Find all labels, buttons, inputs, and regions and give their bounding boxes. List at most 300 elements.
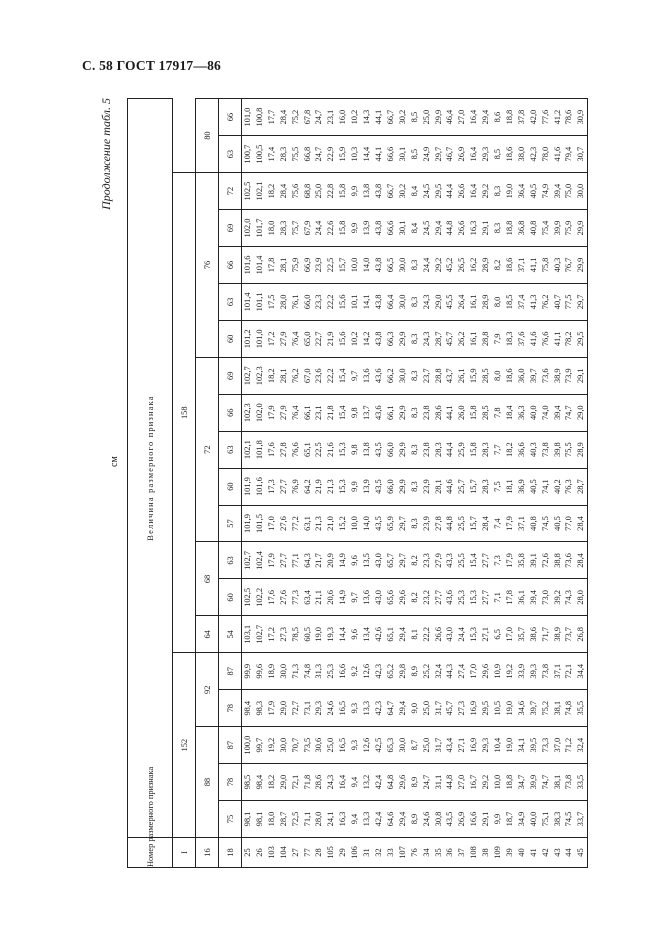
value-cell: 29,3 <box>480 136 492 173</box>
table-row <box>290 99 302 868</box>
value-cell: 25,0 <box>313 173 325 210</box>
value-cell: 10,1 <box>349 283 361 320</box>
column-header: 69 <box>219 210 242 247</box>
value-cell: 24,5 <box>421 210 433 247</box>
value-cell: 38,3 <box>552 801 564 838</box>
value-cell: 78,5 <box>290 616 302 653</box>
value-cell: 25,7 <box>456 468 468 505</box>
value-cell: 68,8 <box>302 173 314 210</box>
value-cell: 40,8 <box>528 210 540 247</box>
value-cell: 13,3 <box>361 801 373 838</box>
value-cell: 71,7 <box>540 616 552 653</box>
value-cell: 75,1 <box>540 801 552 838</box>
value-cell: 37,4 <box>516 283 528 320</box>
value-cell: 40,3 <box>552 247 564 284</box>
table-row <box>433 99 445 868</box>
value-cell: 73,6 <box>540 357 552 394</box>
value-cell: 23,8 <box>421 431 433 468</box>
value-cell: 44,8 <box>444 764 456 801</box>
value-cell: 15,3 <box>337 431 349 468</box>
value-cell: 41,1 <box>552 320 564 357</box>
row-number-cell: 106 <box>349 838 361 868</box>
value-cell: 74,9 <box>540 173 552 210</box>
value-cell: 38,9 <box>552 616 564 653</box>
value-cell: 38,1 <box>552 690 564 727</box>
value-cell: 27,9 <box>433 542 445 579</box>
value-cell: 34,9 <box>516 801 528 838</box>
value-cell: 6,5 <box>492 616 504 653</box>
value-cell: 43,0 <box>444 616 456 653</box>
value-cell: 21,9 <box>313 468 325 505</box>
value-cell: 27,9 <box>278 394 290 431</box>
value-cell: 14,4 <box>361 136 373 173</box>
value-cell: 14,3 <box>361 99 373 136</box>
value-cell: 67,8 <box>302 99 314 136</box>
table-row <box>325 99 337 868</box>
value-cell: 102,1 <box>242 431 254 468</box>
value-cell: 46,7 <box>444 136 456 173</box>
value-cell: 16,9 <box>468 727 480 764</box>
value-cell: 73,7 <box>563 616 575 653</box>
value-cell: 29,7 <box>397 542 409 579</box>
value-cell: 23,1 <box>325 99 337 136</box>
value-cell: 8,3 <box>409 505 421 542</box>
value-cell: 73,5 <box>302 727 314 764</box>
value-cell: 100,0 <box>242 727 254 764</box>
value-cell: 64,7 <box>385 690 397 727</box>
value-cell: 39,9 <box>552 210 564 247</box>
value-cell: 30,0 <box>278 727 290 764</box>
value-cell: 24,5 <box>421 173 433 210</box>
value-cell: 19,3 <box>325 616 337 653</box>
value-cell: 8,3 <box>409 468 421 505</box>
value-cell: 65,7 <box>385 542 397 579</box>
value-cell: 40,0 <box>528 801 540 838</box>
value-cell: 23,1 <box>313 394 325 431</box>
value-cell: 29,5 <box>480 690 492 727</box>
table-row <box>254 99 266 868</box>
value-cell: 42,3 <box>373 690 385 727</box>
value-cell: 40,2 <box>552 468 564 505</box>
column-header: 69 <box>219 357 242 394</box>
value-cell: 7,4 <box>492 505 504 542</box>
value-cell: 75,2 <box>290 99 302 136</box>
value-cell: 15,4 <box>337 394 349 431</box>
value-cell: 10,2 <box>349 320 361 357</box>
value-cell: 7,9 <box>492 320 504 357</box>
value-cell: 29,5 <box>433 173 445 210</box>
value-cell: 8,3 <box>492 210 504 247</box>
value-cell: 23,9 <box>313 247 325 284</box>
value-cell: 12,6 <box>361 727 373 764</box>
table-row <box>421 99 433 868</box>
value-cell: 15,8 <box>337 210 349 247</box>
value-cell: 19,2 <box>266 727 278 764</box>
value-cell: 30,0 <box>575 173 587 210</box>
value-cell: 102,3 <box>254 357 266 394</box>
value-cell: 26,6 <box>456 210 468 247</box>
value-cell: 29,9 <box>397 394 409 431</box>
value-cell: 10,4 <box>492 727 504 764</box>
value-cell: 14,9 <box>337 579 349 616</box>
value-cell: 102,3 <box>242 394 254 431</box>
value-cell: 76,7 <box>563 247 575 284</box>
value-cell: 28,1 <box>433 468 445 505</box>
value-cell: 9,4 <box>349 801 361 838</box>
value-cell: 8,3 <box>409 357 421 394</box>
table-row <box>456 99 468 868</box>
value-cell: 28,3 <box>278 210 290 247</box>
value-cell: 8,2 <box>409 542 421 579</box>
value-cell: 100,8 <box>254 99 266 136</box>
value-cell: 64,3 <box>302 542 314 579</box>
value-cell: 99,6 <box>254 653 266 690</box>
value-cell: 29,4 <box>397 616 409 653</box>
row-number-cell: 27 <box>290 838 302 868</box>
value-cell: 22,7 <box>313 320 325 357</box>
rotated-content <box>97 92 617 872</box>
value-cell: 101,0 <box>254 320 266 357</box>
value-cell: 26,6 <box>456 173 468 210</box>
value-cell: 29,7 <box>575 283 587 320</box>
value-cell: 72,1 <box>290 764 302 801</box>
value-cell: 28,4 <box>278 99 290 136</box>
value-cell: 37,0 <box>552 727 564 764</box>
value-cell: 29,1 <box>575 357 587 394</box>
value-cell: 29,3 <box>480 727 492 764</box>
value-cell: 27,3 <box>278 616 290 653</box>
value-cell: 25,0 <box>421 99 433 136</box>
value-cell: 17,3 <box>266 468 278 505</box>
value-cell: 75,2 <box>540 690 552 727</box>
row-number-cell: 41 <box>528 838 540 868</box>
value-cell: 21,7 <box>313 542 325 579</box>
value-cell: 73,9 <box>563 357 575 394</box>
row-number-cell: 107 <box>397 838 409 868</box>
value-cell: 23,8 <box>421 394 433 431</box>
value-cell: 25,5 <box>456 542 468 579</box>
value-cell: 9,6 <box>349 542 361 579</box>
value-cell: 102,7 <box>254 616 266 653</box>
value-cell: 74,3 <box>563 579 575 616</box>
group-header-l2: 76 <box>196 173 219 358</box>
value-cell: 65,1 <box>385 616 397 653</box>
row-number-cell: 108 <box>468 838 480 868</box>
value-cell: 14,9 <box>337 542 349 579</box>
value-cell: 24,3 <box>421 320 433 357</box>
column-header: 60 <box>219 320 242 357</box>
value-cell: 71,8 <box>302 764 314 801</box>
value-cell: 29,2 <box>433 247 445 284</box>
value-cell: 43,8 <box>373 173 385 210</box>
value-cell: 22,8 <box>325 173 337 210</box>
value-cell: 29,6 <box>397 579 409 616</box>
value-cell: 75,5 <box>563 431 575 468</box>
value-cell: 43,6 <box>373 394 385 431</box>
value-cell: 75,9 <box>563 210 575 247</box>
value-cell: 17,0 <box>266 505 278 542</box>
value-cell: 20,9 <box>325 542 337 579</box>
value-cell: 27,1 <box>480 616 492 653</box>
value-cell: 18,4 <box>504 394 516 431</box>
value-cell: 15,6 <box>337 320 349 357</box>
value-cell: 7,8 <box>492 394 504 431</box>
value-cell: 66,6 <box>385 136 397 173</box>
value-cell: 35,5 <box>575 690 587 727</box>
value-cell: 75,5 <box>290 136 302 173</box>
value-cell: 26,5 <box>456 247 468 284</box>
value-cell: 72,1 <box>563 653 575 690</box>
value-cell: 64,8 <box>385 764 397 801</box>
value-cell: 15,3 <box>468 616 480 653</box>
value-cell: 30,9 <box>575 99 587 136</box>
table-row <box>373 99 385 868</box>
value-cell: 17,9 <box>266 542 278 579</box>
value-cell: 27,7 <box>480 579 492 616</box>
value-cell: 39,4 <box>528 579 540 616</box>
value-cell: 23,3 <box>313 283 325 320</box>
value-cell: 9,4 <box>349 764 361 801</box>
value-cell: 31,3 <box>313 653 325 690</box>
value-cell: 99,9 <box>242 653 254 690</box>
value-cell: 23,9 <box>421 468 433 505</box>
value-cell: 64,6 <box>385 801 397 838</box>
group-header-l2: 92 <box>196 653 219 727</box>
value-cell: 8,0 <box>492 357 504 394</box>
value-cell: 71,2 <box>563 727 575 764</box>
value-cell: 28,1 <box>278 247 290 284</box>
value-cell: 40,5 <box>528 173 540 210</box>
value-cell: 39,5 <box>528 727 540 764</box>
value-cell: 18,2 <box>504 431 516 468</box>
value-cell: 16,2 <box>468 247 480 284</box>
table-row <box>266 99 278 868</box>
value-cell: 26,2 <box>456 320 468 357</box>
value-cell: 23,6 <box>313 357 325 394</box>
value-cell: 25,0 <box>421 727 433 764</box>
value-cell: 28,3 <box>278 136 290 173</box>
value-cell: 26,4 <box>456 283 468 320</box>
column-header: 87 <box>219 653 242 690</box>
value-cell: 8,5 <box>492 136 504 173</box>
value-cell: 44,1 <box>444 394 456 431</box>
value-cell: 28,0 <box>278 283 290 320</box>
value-cell: 16,4 <box>468 99 480 136</box>
value-cell: 10,2 <box>349 99 361 136</box>
value-cell: 10,3 <box>349 136 361 173</box>
value-cell: 30,7 <box>575 136 587 173</box>
value-cell: 29,0 <box>278 764 290 801</box>
value-cell: 75,6 <box>290 173 302 210</box>
value-cell: 29,0 <box>278 690 290 727</box>
value-cell: 15,2 <box>337 505 349 542</box>
value-cell: 8,6 <box>492 99 504 136</box>
value-cell: 19,0 <box>504 173 516 210</box>
value-cell: 27,6 <box>278 505 290 542</box>
value-cell: 36,6 <box>516 431 528 468</box>
value-cell: 66,7 <box>385 173 397 210</box>
value-cell: 13,5 <box>361 542 373 579</box>
value-cell: 7,3 <box>492 542 504 579</box>
value-cell: 16,9 <box>468 690 480 727</box>
value-cell: 9,9 <box>349 173 361 210</box>
value-cell: 25,2 <box>421 653 433 690</box>
table-row <box>468 99 480 868</box>
value-cell: 98,5 <box>242 764 254 801</box>
row-number-cell: 45 <box>575 838 587 868</box>
value-cell: 37,1 <box>516 247 528 284</box>
value-cell: 76,3 <box>563 468 575 505</box>
value-cell: 99,7 <box>254 727 266 764</box>
table-row <box>504 99 516 868</box>
value-cell: 16,0 <box>337 99 349 136</box>
column-header: 54 <box>219 616 242 653</box>
value-cell: 8,3 <box>409 247 421 284</box>
value-cell: 66,1 <box>302 394 314 431</box>
number-header-cell: Номер размерного признака <box>128 838 173 868</box>
value-cell: 17,0 <box>504 616 516 653</box>
value-cell: 17,2 <box>266 616 278 653</box>
value-cell: 65,1 <box>302 431 314 468</box>
value-cell: 76,2 <box>540 283 552 320</box>
value-cell: 44,4 <box>444 431 456 468</box>
value-cell: 14,0 <box>361 247 373 284</box>
value-cell: 73,3 <box>540 727 552 764</box>
column-header: 60 <box>219 579 242 616</box>
value-cell: 28,4 <box>575 505 587 542</box>
value-cell: 101,8 <box>254 431 266 468</box>
value-cell: 13,7 <box>361 394 373 431</box>
value-cell: 75,8 <box>540 247 552 284</box>
value-cell: 77,5 <box>563 283 575 320</box>
group-header-l2: 64 <box>196 616 219 653</box>
column-header: 78 <box>219 764 242 801</box>
row-number-cell: 42 <box>540 838 552 868</box>
value-cell: 101,4 <box>242 283 254 320</box>
value-cell: 32,4 <box>575 727 587 764</box>
value-cell: 29,4 <box>397 690 409 727</box>
value-cell: 21,0 <box>325 505 337 542</box>
value-cell: 76,2 <box>290 357 302 394</box>
table-row <box>397 99 409 868</box>
value-cell: 44,3 <box>444 653 456 690</box>
value-cell: 73,0 <box>540 579 552 616</box>
value-cell: 28,1 <box>278 357 290 394</box>
value-cell: 66,4 <box>385 283 397 320</box>
value-cell: 16,6 <box>337 653 349 690</box>
value-cell: 20,6 <box>325 579 337 616</box>
row-number-cell: 38 <box>480 838 492 868</box>
value-cell: 22,2 <box>325 283 337 320</box>
value-cell: 22,2 <box>421 616 433 653</box>
value-cell: 9,6 <box>349 616 361 653</box>
value-cell: 23,2 <box>421 579 433 616</box>
table-header <box>128 99 242 868</box>
value-cell: 30,0 <box>278 653 290 690</box>
value-cell: 10,0 <box>492 764 504 801</box>
value-cell: 74,5 <box>563 801 575 838</box>
value-cell: 16,7 <box>468 764 480 801</box>
value-cell: 74,7 <box>540 764 552 801</box>
value-cell: 24,4 <box>421 247 433 284</box>
value-cell: 7,7 <box>492 431 504 468</box>
value-cell: 78,6 <box>563 99 575 136</box>
value-cell: 29,4 <box>397 801 409 838</box>
value-cell: 101,5 <box>254 505 266 542</box>
value-cell: 41,6 <box>552 136 564 173</box>
value-cell: 35,7 <box>516 616 528 653</box>
measurement-table <box>127 98 588 868</box>
value-cell: 8,1 <box>409 616 421 653</box>
value-cell: 46,4 <box>444 99 456 136</box>
value-cell: 39,3 <box>528 653 540 690</box>
row-number-cell: 43 <box>552 838 564 868</box>
value-cell: 40,5 <box>528 468 540 505</box>
value-cell: 36,8 <box>516 210 528 247</box>
value-cell: 65,2 <box>385 653 397 690</box>
column-header: 87 <box>219 727 242 764</box>
value-cell: 28,7 <box>575 468 587 505</box>
value-cell: 7,1 <box>492 579 504 616</box>
value-cell: 102,5 <box>242 579 254 616</box>
value-cell: 13,6 <box>361 579 373 616</box>
value-cell: 15,3 <box>337 468 349 505</box>
value-cell: 18,8 <box>504 99 516 136</box>
value-header-cell: Величина размерного признака <box>128 99 173 838</box>
value-cell: 30,0 <box>397 247 409 284</box>
value-cell: 8,9 <box>409 764 421 801</box>
column-header: 72 <box>219 173 242 210</box>
value-cell: 29,5 <box>575 320 587 357</box>
row-number-cell: 28 <box>313 838 325 868</box>
column-header: 63 <box>219 283 242 320</box>
value-cell: 27,6 <box>278 579 290 616</box>
value-cell: 25,5 <box>456 505 468 542</box>
value-cell: 9,7 <box>349 579 361 616</box>
value-cell: 24,3 <box>325 764 337 801</box>
value-cell: 77,0 <box>563 505 575 542</box>
value-cell: 74,8 <box>563 690 575 727</box>
table-row <box>480 99 492 868</box>
value-cell: 101,9 <box>242 468 254 505</box>
value-cell: 66,6 <box>385 210 397 247</box>
value-cell: 10,0 <box>349 505 361 542</box>
value-cell: 28,6 <box>433 394 445 431</box>
value-cell: 24,9 <box>421 136 433 173</box>
value-cell: 29,4 <box>480 99 492 136</box>
value-cell: 39,4 <box>552 173 564 210</box>
value-cell: 66,2 <box>385 357 397 394</box>
value-cell: 9,9 <box>492 801 504 838</box>
value-cell: 29,9 <box>575 247 587 284</box>
value-cell: 43,5 <box>444 801 456 838</box>
value-cell: 44,4 <box>444 173 456 210</box>
column-header: 63 <box>219 431 242 468</box>
value-cell: 29,9 <box>397 320 409 357</box>
value-cell: 100,7 <box>242 136 254 173</box>
value-cell: 74,7 <box>563 394 575 431</box>
value-cell: 63,1 <box>302 505 314 542</box>
value-cell: 10,9 <box>492 653 504 690</box>
value-cell: 41,3 <box>528 283 540 320</box>
value-cell: 27,9 <box>278 320 290 357</box>
value-cell: 35,8 <box>516 542 528 579</box>
value-cell: 27,4 <box>456 653 468 690</box>
value-cell: 31,7 <box>433 727 445 764</box>
value-cell: 9,7 <box>349 357 361 394</box>
value-cell: 8,4 <box>409 173 421 210</box>
value-cell: 28,7 <box>278 801 290 838</box>
